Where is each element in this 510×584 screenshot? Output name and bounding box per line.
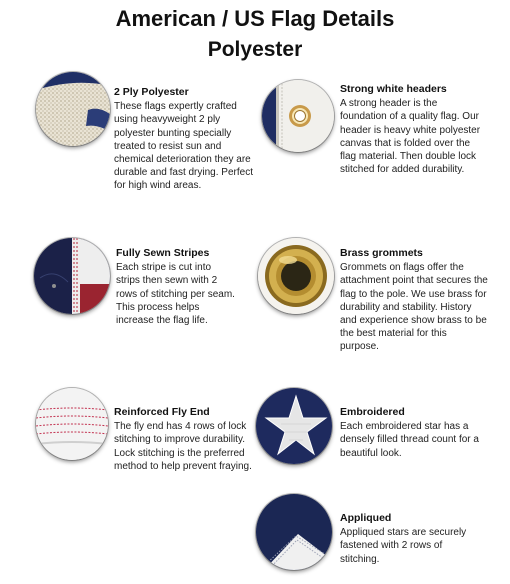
feature-body: Appliqued stars are securely fastened with 2 rows of stitching. [340, 527, 467, 565]
feature-text [116, 247, 236, 327]
feature-heading: 2 Ply Polyester [114, 86, 189, 98]
feature-text [114, 86, 254, 193]
feature-text [340, 512, 480, 566]
brass-grommet-icon [258, 238, 334, 314]
feature-heading: Brass grommets [340, 247, 423, 259]
feature-heading: Embroidered [340, 406, 405, 418]
polyester-weave-icon [36, 72, 110, 146]
sewn-stripes-icon [34, 238, 110, 314]
feature-body: Each embroidered star has a densely filled thread count for a beautiful look. [340, 421, 479, 459]
feature-body: Grommets on flags offer the attachment point that secures the flag to the pole. We use brass for durability and stability. History and experience show brass to be the best material for this purpose. [340, 262, 488, 353]
feature-heading: Appliqued [340, 512, 392, 524]
feature-body: The fly end has 4 rows of lock stitching to improve durability. Lock stitching is the preferred method to help prevent fraying. [114, 421, 252, 472]
page-title: American / US Flag Details [115, 6, 395, 31]
feature-body: A strong header is the foundation of a quality flag. Our header is heavy white polyester canvas that is folded over the flag material. Then double lock stitched for added durability. [340, 98, 481, 176]
feature-text [114, 406, 264, 473]
feature-heading: Strong white headers [340, 83, 447, 95]
feature-text [340, 247, 488, 354]
feature-text [340, 83, 485, 176]
feature-body: Each stripe is cut into strips then sewn with 2 rows of stitching per seam. This process helps increase the flag life. [116, 262, 235, 327]
feature-heading: Reinforced Fly End [114, 406, 210, 418]
embroidered-star-icon [256, 388, 332, 464]
white-header-icon [262, 80, 334, 152]
feature-text [340, 406, 490, 460]
feature-heading: Fully Sewn Stripes [116, 247, 210, 259]
appliqued-star-icon [256, 494, 332, 570]
page-subtitle: Polyester [207, 38, 303, 61]
feature-body: These flags expertly crafted using heavyweight 2 ply polyester bunting specially treated to resist sun and chemical deterioration they are durable and fast drying. Perfect for high wind areas. [114, 101, 253, 192]
fly-end-icon [36, 388, 108, 460]
